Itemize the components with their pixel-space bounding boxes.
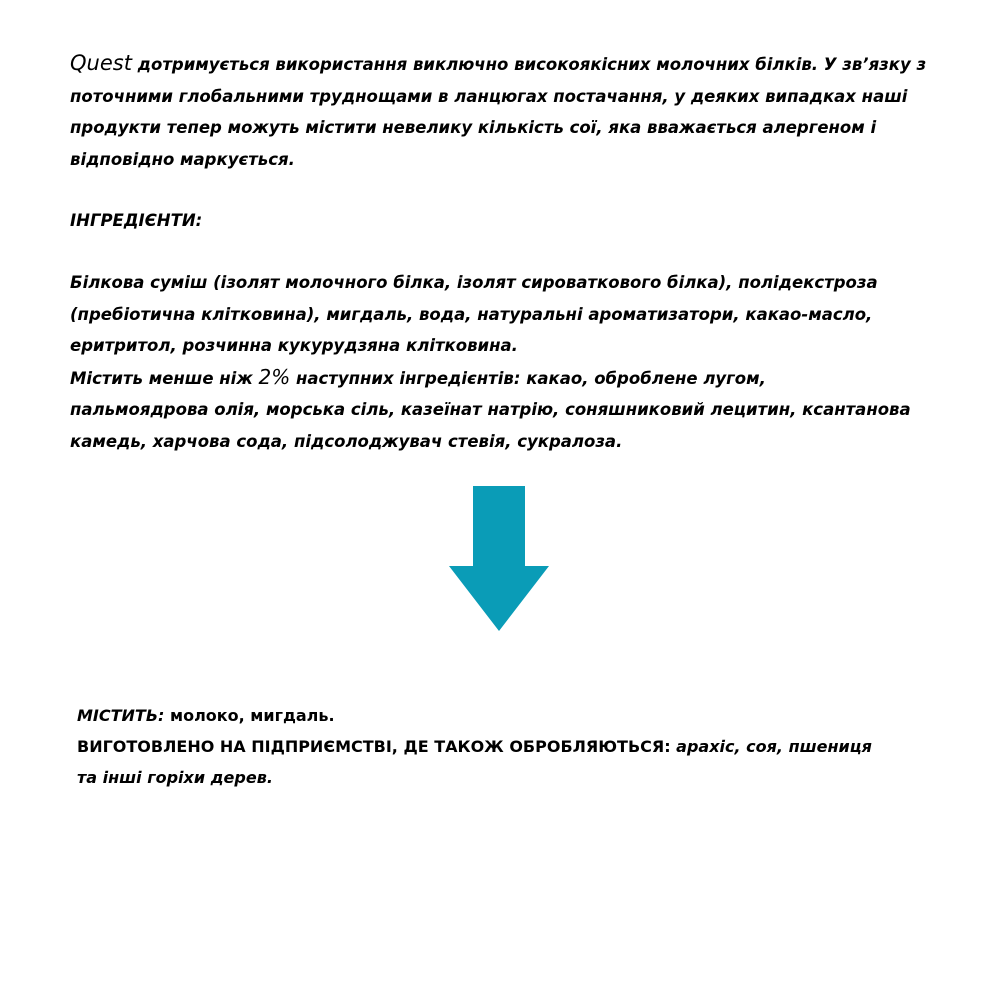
facility-line bbox=[77, 731, 872, 762]
ingredients-line-2: (пребіотична клітковина), мигдаль, вода, натуральні ароматизатори, какао-масло, bbox=[70, 304, 873, 324]
contains-line bbox=[77, 700, 872, 731]
arrow-down-icon bbox=[448, 486, 550, 632]
intro-line-2: поточними глобальними труднощами в ланцюгах постачання, у деяких випадках наші bbox=[70, 86, 908, 106]
contains-value: молоко, мигдаль. bbox=[164, 706, 335, 725]
ingredients-line-1: Білкова суміш (ізолят молочного білка, ізолят сироваткового білка), полідекстроза bbox=[70, 273, 878, 292]
allergen-info bbox=[77, 700, 872, 793]
intro-line-3: продукти тепер можуть містити невелику кількість сої, яка вважається алергеном і bbox=[70, 118, 877, 137]
facility-value-1: арахіс, соя, пшениця bbox=[670, 737, 872, 756]
facility-label: ВИГОТОВЛЕНО НА ПІДПРИЄМСТВІ, ДЕ ТАКОЖ ОБРОБЛЯЮТЬСЯ: bbox=[77, 737, 671, 756]
intro-paragraph bbox=[70, 48, 926, 175]
ingredients-line-4 bbox=[70, 362, 911, 395]
ingredients-list bbox=[70, 267, 911, 457]
ingredients-line-5: пальмоядрова олія, морська сіль, казеїнат натрію, соняшниковий лецитин, ксантанова bbox=[70, 400, 911, 419]
ingredients-line-3: еритритол, розчинна кукурудзяна клітковина. bbox=[70, 336, 518, 355]
brand-name: Quest bbox=[70, 51, 132, 75]
intro-line-1 bbox=[70, 48, 926, 81]
intro-line-4: відповідно маркується. bbox=[70, 149, 295, 169]
ingredients-line-6: камедь, харчова сода, підсолоджувач стевія, сукралоза. bbox=[70, 431, 623, 451]
ingredients-percent: 2% bbox=[258, 364, 291, 389]
arrow-down-shape bbox=[449, 486, 549, 631]
contains-label: МІСТИТЬ: bbox=[77, 706, 165, 725]
ingredients-line-4-start: Містить менше ніж bbox=[70, 368, 259, 388]
intro-line-1-text: дотримується використання виключно високоякісних молочних білків. У зв’язку з bbox=[131, 55, 927, 74]
ingredients-line-4-end: наступних інгредієнтів: какао, оброблене лугом, bbox=[290, 368, 766, 388]
facility-line-2: та інші горіхи дерев. bbox=[77, 768, 273, 787]
ingredients-heading: ІНГРЕДІЄНТИ: bbox=[70, 211, 203, 230]
